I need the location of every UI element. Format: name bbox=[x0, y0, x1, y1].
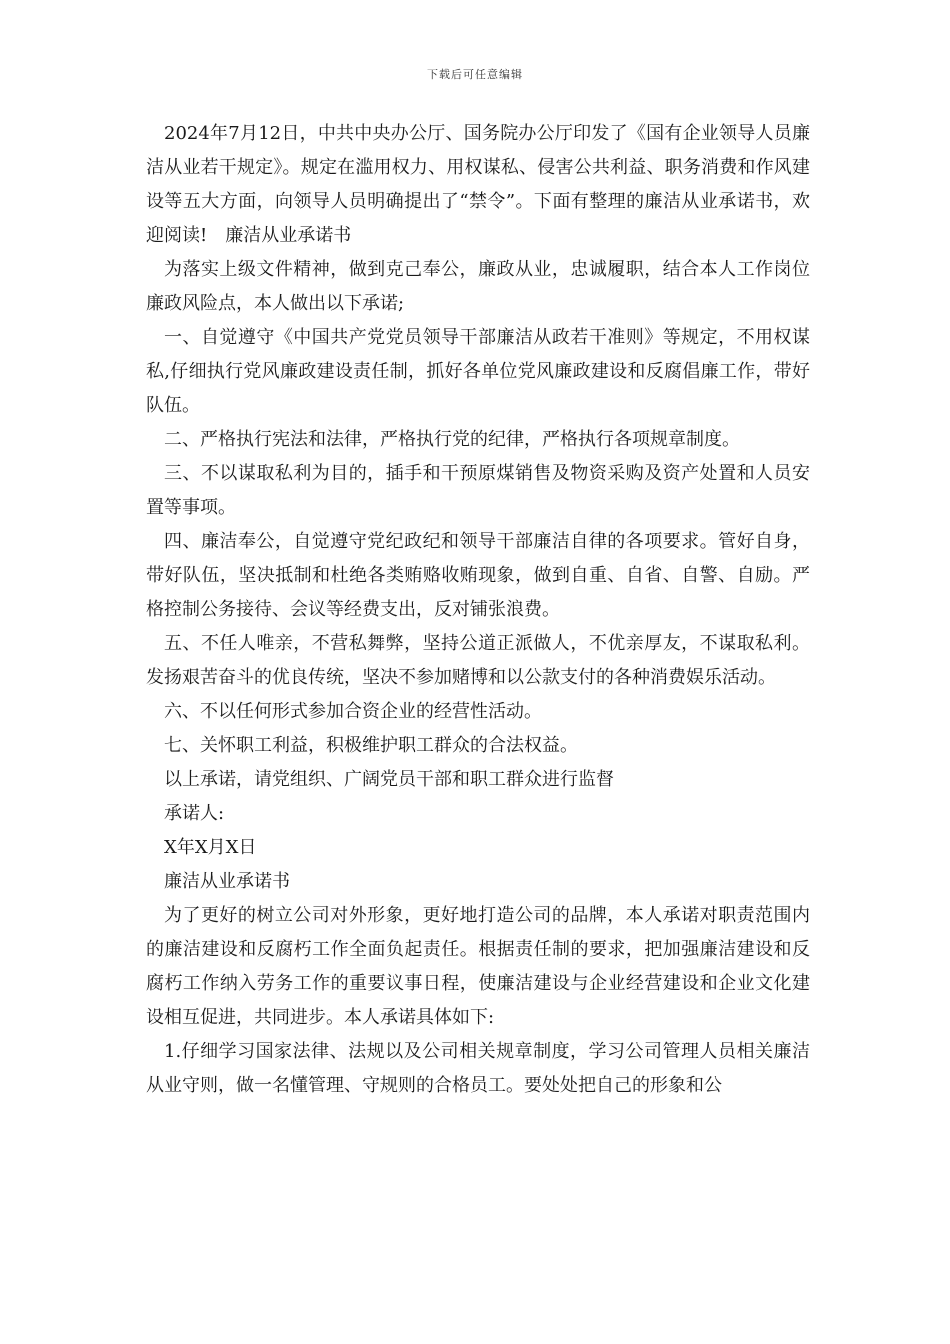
pledge-item-7: 七、关怀职工利益，积极维护职工群众的合法权益。 bbox=[164, 735, 578, 756]
pledge-item-5: 五、不任人唯亲，不营私舞弊，坚持公道正派做人，不优亲厚友，不谋取私利。发扬艰苦奋斗的优良传统，坚决不参加赌博和以公款支付的各种消费娱乐活动。 bbox=[146, 633, 810, 688]
document-body bbox=[146, 117, 810, 1103]
second-title: 廉洁从业承诺书 bbox=[164, 871, 290, 892]
second-item-1: 1.仔细学习国家法律、法规以及公司相关规章制度，学习公司管理人员相关廉洁从业守则，做一名懂管理、守规则的合格员工。要处处把自己的形象和公 bbox=[146, 1041, 810, 1096]
intro-paragraph: 2024年7月12日，中共中央办公厅、国务院办公厅印发了《国有企业领导人员廉洁从业若干规定》。规定在滥用权力、用权谋私、侵害公共利益、职务消费和作风建设等五大方面，向领导人员明确提出了“禁令”。下面有整理的廉洁从业承诺书，欢迎阅读! 廉洁从业承诺书 bbox=[146, 123, 810, 246]
second-preamble: 为了更好的树立公司对外形象，更好地打造公司的品牌，本人承诺对职责范围内的廉洁建设和反腐朽工作全面负起责任。根据责任制的要求，把加强廉洁建设和反腐朽工作纳入劳务工作的重要议事日程，使廉洁建设与企业经营建设和企业文化建设相互促进，共同进步。本人承诺具体如下: bbox=[146, 905, 810, 1028]
pledge-item-4: 四、廉洁奉公，自觉遵守党纪政纪和领导干部廉洁自律的各项要求。管好自身，带好队伍，坚决抵制和杜绝各类贿赂收贿现象，做到自重、自省、自警、自励。严格控制公务接待、会议等经费支出，反对铺张浪费。 bbox=[146, 531, 810, 620]
header-note: 下载后可任意编辑 bbox=[427, 68, 523, 81]
signer-label: 承诺人: bbox=[164, 803, 225, 824]
date-line: X年X月X日 bbox=[164, 837, 257, 858]
pledge-preamble: 为落实上级文件精神，做到克己奉公，廉政从业，忠诚履职，结合本人工作岗位廉政风险点，本人做出以下承诺; bbox=[146, 259, 810, 314]
pledge-item-3: 三、不以谋取私利为目的，插手和干预原煤销售及物资采购及资产处置和人员安置等事项。 bbox=[146, 463, 810, 518]
pledge-item-2: 二、严格执行宪法和法律，严格执行党的纪律，严格执行各项规章制度。 bbox=[164, 429, 740, 450]
supervision-line: 以上承诺，请党组织、广阔党员干部和职工群众进行监督 bbox=[164, 769, 614, 790]
pledge-item-1: 一、自觉遵守《中国共产党党员领导干部廉洁从政若干准则》等规定，不用权谋私,仔细执行党风廉政建设责任制，抓好各单位党风廉政建设和反腐倡廉工作，带好队伍。 bbox=[146, 327, 810, 416]
pledge-item-6: 六、不以任何形式参加合资企业的经营性活动。 bbox=[164, 701, 542, 722]
